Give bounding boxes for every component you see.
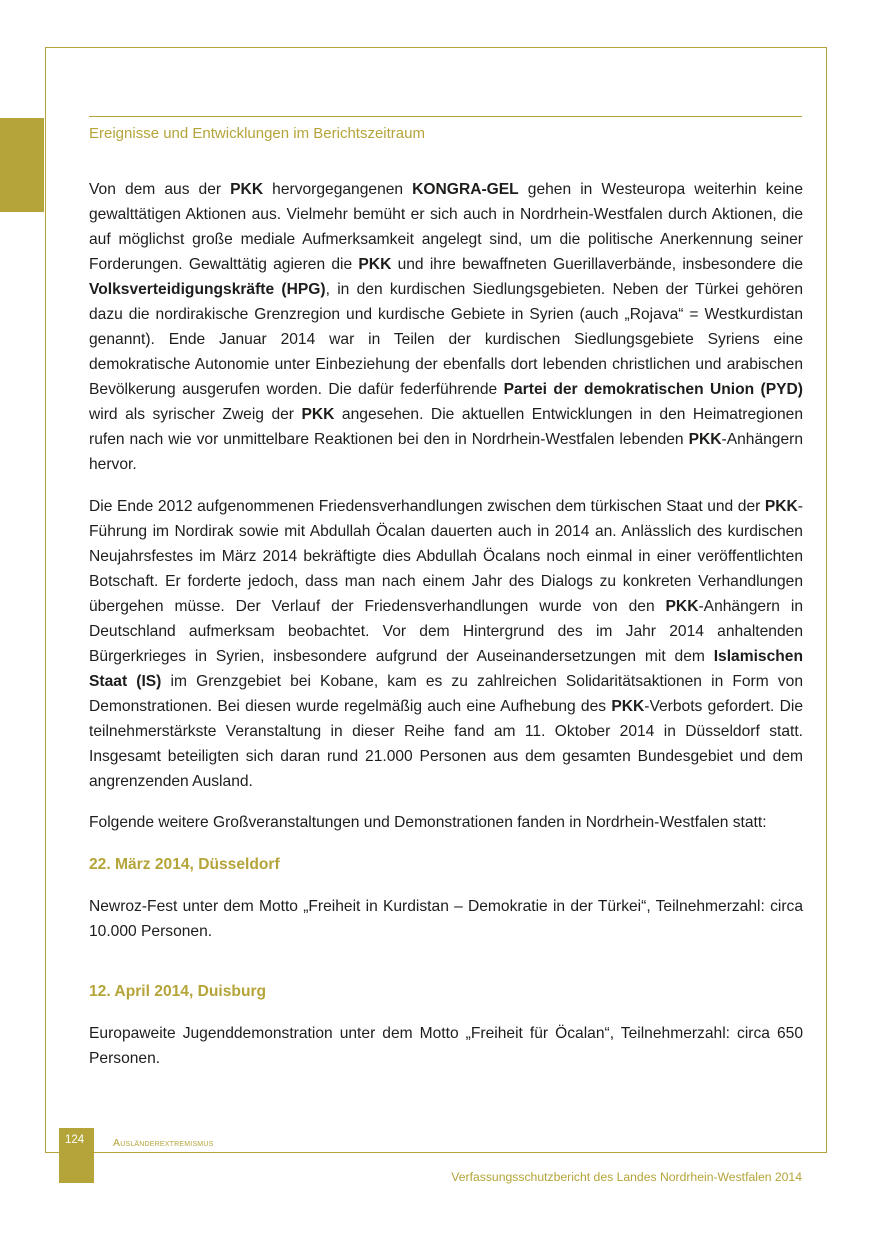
emphasis-text: KONGRA-GEL <box>412 181 519 198</box>
main-content <box>89 177 803 1088</box>
side-tab-marker <box>0 118 44 212</box>
body-text: -Verbots gefordert. Die teilnehmerstärkste Veranstaltung in dieser Reihe fand am 11. Oktober 2014 in Düsseldorf statt. Insgesamt beteiligten sich daran rund 21.000 Personen aus dem gesamten Bundesgebiet und dem angrenzenden Ausland. <box>89 697 803 790</box>
report-title: Verfassungsschutzbericht des Landes Nordrhein-Westfalen 2014 <box>451 1170 802 1184</box>
emphasis-text: PKK <box>301 406 335 423</box>
emphasis-text: PKK <box>358 256 392 273</box>
emphasis-text: PKK <box>230 181 264 198</box>
body-text: gehen in Westeuropa weiterhin keine gewalttätigen Aktionen aus. Vielmehr bemüht er sich auch in Nordrhein-Westfalen durch Aktionen, die auf möglichst große mediale Aufmerksamkeit angelegt sind, um die politische Anerkennung seiner Forderungen. Gewalttätig agieren die <box>89 181 804 273</box>
emphasis-text: Islamischen Staat (IS) <box>89 647 803 690</box>
spacer <box>89 960 803 979</box>
event-text-1: Newroz-Fest unter dem Motto „Freiheit in Kurdistan – Demokratie in der Türkei“, Teilnehmerzahl: circa 10.000 Personen. <box>89 897 803 940</box>
emphasis-text: PKK <box>688 431 722 448</box>
body-text: Von dem aus der <box>89 181 231 198</box>
paragraph-2 <box>89 494 803 794</box>
chapter-label: Ausländerextremismus <box>113 1137 214 1149</box>
emphasis-text: PKK <box>764 497 798 515</box>
event-text-2: Europaweite Jugenddemonstration unter dem Motto „Freiheit für Öcalan“, Teilnehmerzahl: circa 650 Personen. <box>89 1025 803 1067</box>
body-text: -Anhängern hervor. <box>89 431 803 473</box>
body-text: Folgende weitere Großveranstaltungen und Demonstrationen fanden in Nordrhein-Westfalen statt: <box>89 814 767 831</box>
body-text: , in den kurdischen Siedlungsgebieten. Neben der Türkei gehören dazu die nordirakische Grenzregion und kurdische Gebiete in Syrien (auch „Rojava“ = Westkurdistan genannt). Ende Januar 2014 war in Teilen der kurdischen Siedlungsgebiete Syriens eine demokratische Autonomie unter Einbeziehung der ebenfalls dort lebenden christlichen und arabischen Bevölkerung ausgerufen worden. Die dafür federführende <box>89 281 803 398</box>
section-title: Ereignisse und Entwicklungen im Berichtszeitraum <box>89 125 425 142</box>
page-number: 124 <box>65 1134 85 1146</box>
emphasis-text: Partei der demokratischen Union (PYD) <box>503 381 804 398</box>
emphasis-text: PKK <box>611 697 645 715</box>
paragraph-3 <box>89 810 803 835</box>
body-text: -Anhängern in Deutschland aufmerksam beobachtet. Vor dem Hintergrund des im Jahr 2014 anhaltenden Bürgerkrieges in Syrien, insbesondere aufgrund der Auseinandersetzungen mit dem <box>89 597 803 665</box>
body-text: wird als syrischer Zweig der <box>89 406 302 423</box>
event-heading-1: 22. März 2014, Düsseldorf <box>89 855 280 873</box>
paragraph-1 <box>89 177 803 477</box>
body-text: und ihre bewaffneten Guerillaverbände, insbesondere die <box>391 256 803 273</box>
body-text: Die Ende 2012 aufgenommenen Friedensverhandlungen zwischen dem türkischen Staat und der <box>89 497 765 515</box>
section-rule <box>89 116 802 117</box>
emphasis-text: PKK <box>665 597 699 615</box>
body-text: angesehen. Die aktuellen Entwicklungen in den Heimatregionen rufen nach wie vor unmittelbare Reaktionen bei den in Nordrhein-Westfalen lebenden <box>89 406 803 448</box>
emphasis-text: Volksverteidigungskräfte (HPG) <box>89 281 326 298</box>
body-text: im Grenzgebiet bei Kobane, kam es zu zahlreichen Solidaritätsaktionen in Form von Demonstrationen. Bei diesen wurde regelmäßig auch eine Aufhebung des <box>89 672 803 715</box>
body-text: hervorgegangenen <box>263 181 413 198</box>
event-heading-2: 12. April 2014, Duisburg <box>89 983 267 1000</box>
body-text: -Führung im Nordirak sowie mit Abdullah Öcalan dauerten auch in 2014 an. Anlässlich des kurdischen Neujahrsfestes im März 2014 bekräftigte dies Abdullah Öcalans noch einmal in einer veröffentlichten Botschaft. Er forderte jedoch, dass man nach einem Jahr des Dialogs zu konkreten Verhandlungen übergehen müsse. Der Verlauf der Friedensverhandlungen wurde von den <box>89 497 803 615</box>
